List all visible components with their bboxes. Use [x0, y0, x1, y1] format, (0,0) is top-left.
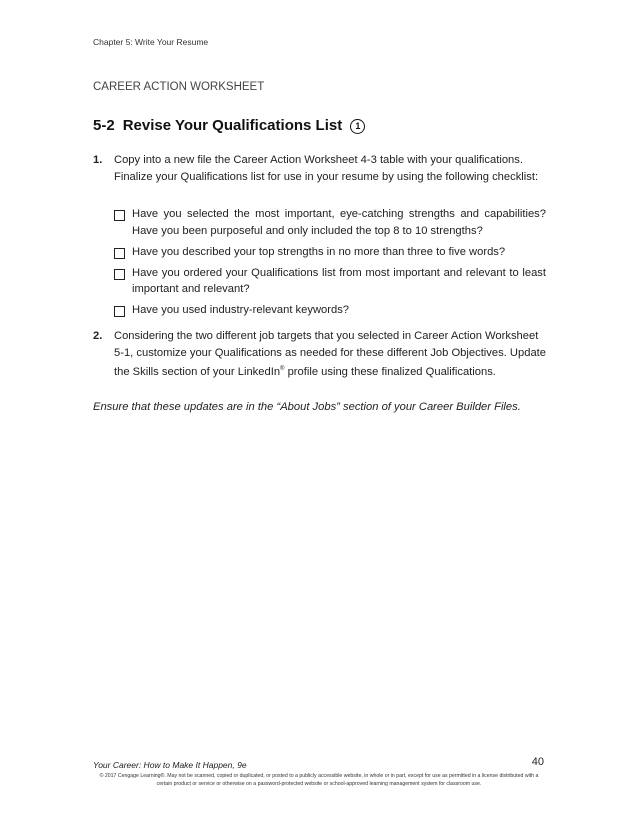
running-header: Chapter 5: Write Your Resume — [93, 37, 209, 47]
checklist-item — [114, 302, 546, 319]
checkbox[interactable] — [114, 306, 125, 317]
item-text-part: profile using these finalized Qualifications. — [284, 366, 496, 378]
checklist-item-text: Have you selected the most important, eye-catching strengths and capabilities? Have you been purposeful and only included the top 8 to 10 strengths? — [132, 208, 546, 237]
worksheet-title — [93, 117, 365, 134]
circled-one-icon: 1 — [350, 119, 365, 134]
checklist-item-text: Have you described your top strengths in no more than three to five words? — [132, 245, 506, 258]
checklist-item-text: Have you ordered your Qualifications list from most important and relevant to least important and relevant? — [132, 266, 546, 295]
section-label: CAREER ACTION WORKSHEET — [93, 81, 265, 93]
worksheet-title-text: Revise Your Qualifications List — [122, 117, 343, 134]
copyright-notice: © 2017 Cengage Learning®. May not be scanned, copied or duplicated, or posted to a publicly accessible website, in whole or in part, except for use as permitted in a license distributed with a certain product or service or otherwise on a password-protected website or school-approved learning management system for classroom use. — [99, 773, 539, 787]
registered-mark: ® — [280, 366, 285, 372]
checkbox[interactable] — [114, 269, 125, 280]
checklist-item — [114, 244, 546, 261]
page-number: 40 — [531, 756, 544, 768]
checklist-item-text: Have you used industry-relevant keywords? — [132, 304, 350, 316]
item-number: 1. — [93, 154, 103, 166]
instruction-item-2 — [93, 328, 547, 381]
checklist-item — [114, 206, 546, 239]
instruction-item-1 — [93, 152, 547, 185]
item-text: Copy into a new file the Career Action Worksheet 4-3 table with your qualifications. Finalize your Qualifications list for use in your resume by using the following checklist: — [114, 154, 539, 183]
footer-book-title: Your Career: How to Make It Happen, 9e — [93, 760, 247, 770]
checkbox[interactable] — [114, 248, 125, 259]
item-number: 2. — [93, 330, 103, 342]
checklist-item — [114, 265, 546, 298]
worksheet-number: 5-2 — [93, 117, 115, 134]
checkbox[interactable] — [114, 210, 125, 221]
item-text-part: Considering the two different job targets that you selected in Career Action Worksheet 5-1, customize your Qualifications as needed for these different Job Objectives. Update the Skills section of your LinkedIn — [114, 330, 546, 378]
closing-instruction: Ensure that these updates are in the “About Jobs” section of your Career Builder Files. — [93, 401, 521, 413]
qualifications-checklist — [114, 206, 546, 323]
item-text — [114, 328, 547, 381]
